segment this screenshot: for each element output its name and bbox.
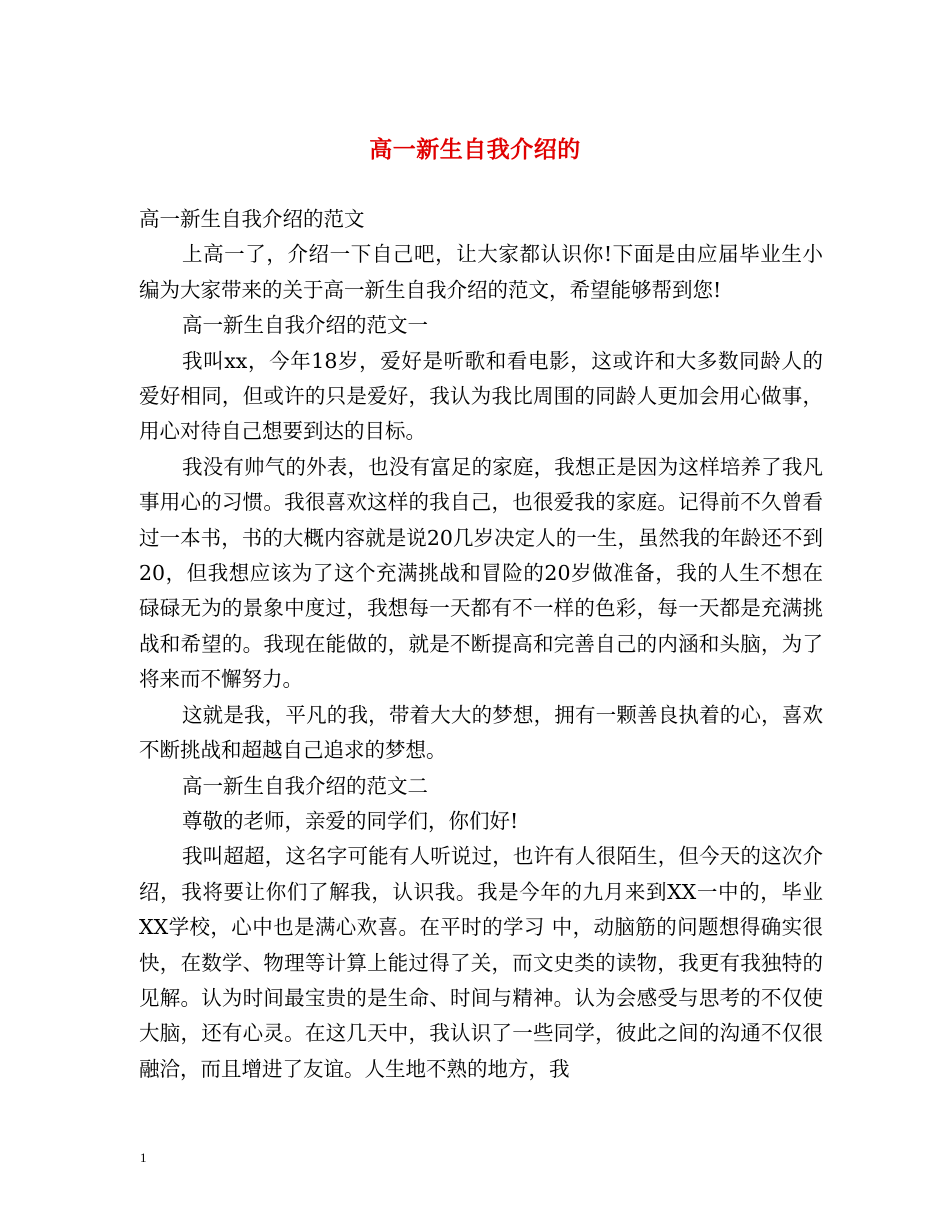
document-body bbox=[139, 202, 823, 1087]
paragraph: 我没有帅气的外表，也没有富足的家庭，我想正是因为这样培养了我凡事用心的习惯。我很喜欢这样的我自己，也很爱我的家庭。记得前不久曾看过一本书，书的大概内容就是说20几岁决定人的一生，虽然我的年龄还不到20，但我想应该为了这个充满挑战和冒险的20岁做准备，我的人生不想在碌碌无为的景象中度过，我想每一天都有不一样的色彩，每一天都是充满挑战和希望的。我现在能做的，就是不断提高和完善自己的内涵和头脑，为了将来而不懈努力。 bbox=[139, 454, 823, 692]
section-heading: 高一新生自我介绍的范文一 bbox=[182, 313, 428, 338]
page-number: 1 bbox=[140, 1150, 147, 1165]
paragraph: 上高一了，介绍一下自己吧，让大家都认识你!下面是由应届毕业生小编为大家带来的关于高一新生自我介绍的范文，希望能够帮到您! bbox=[139, 242, 823, 302]
paragraph: 尊敬的老师，亲爱的同学们，你们好! bbox=[182, 808, 519, 833]
document-title: 高一新生自我介绍的 bbox=[369, 136, 581, 163]
paragraph: 我叫超超，这名字可能有人听说过，也许有人很陌生，但今天的这次介绍，我将要让你们了解我，认识我。我是今年的九月来到XX一中的，毕业XX学校，心中也是满心欢喜。在平时的学习 中，动脑筋的问题想得确实很快，在数学、物理等计算上能过得了关，而文史类的读物，我更有我独特的见解。认为时间最宝贵的是生命、时间与精神。认为会感受与思考的不仅使大脑，还有心灵。在这几天中，我认识了一些同学，彼此之间的沟通不仅很融洽，而且增进了友谊。人生地不熟的地方，我 bbox=[139, 844, 823, 1081]
section-heading: 高一新生自我介绍的范文二 bbox=[182, 773, 428, 798]
paragraph: 这就是我，平凡的我，带着大大的梦想，拥有一颗善良执着的心，喜欢不断挑战和超越自己追求的梦想。 bbox=[139, 702, 823, 763]
paragraph: 我叫xx，今年18岁，爱好是听歌和看电影，这或许和大多数同龄人的爱好相同，但或许的只是爱好，我认为我比周围的同龄人更加会用心做事，用心对待自己想要到达的目标。 bbox=[139, 348, 823, 444]
paragraph: 高一新生自我介绍的范文 bbox=[139, 207, 365, 231]
